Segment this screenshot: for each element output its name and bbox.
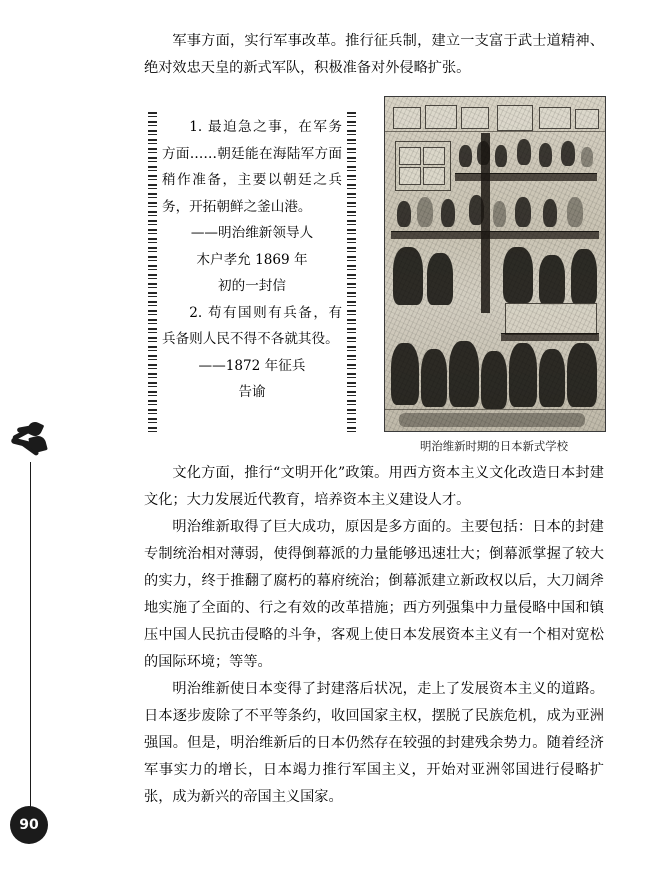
body-text	[144, 460, 604, 811]
figure-caption: 明治维新时期的日本新式学校	[419, 439, 569, 453]
figure	[384, 96, 604, 454]
body-paragraph-2: 明治维新取得了巨大成功，原因是多方面的。主要包括：日本的封建专制统治相对薄弱，使得倒幕派的力量能够迅速壮大；倒幕派掌握了较大的实力，终于推翻了腐朽的幕府统治；倒幕派建立新政权以后，大刀阔斧地实施了全面的、行之有效的改革措施；西方列强集中力量侵略中国和镇压中国人民抗击侵略的斗争，客观上使日本发展资本主义有一个相对宽松的国际环境；等等。	[144, 519, 604, 670]
quote-source-2-line-1: ——1872 年征兵	[198, 357, 306, 374]
quote-border-right-icon	[347, 112, 356, 432]
quote-box	[148, 112, 356, 432]
quote-item-2: 2. 苟有国则有兵备，有兵备则人民不得不各就其役。	[162, 304, 342, 347]
figure-image	[384, 96, 606, 432]
side-rule-divider	[30, 462, 31, 824]
quote-border-left-icon	[148, 112, 157, 432]
body-paragraph-1: 文化方面，推行“文明开化”政策。用西方资本主义文化改造日本封建文化；大力发展近代教育，培养资本主义建设人才。	[144, 465, 604, 508]
quote-source-1-line-3: 初的一封信	[218, 278, 286, 294]
quote-source-1-line-2: 木户孝允 1869 年	[196, 251, 308, 268]
leaf-ornament-icon	[8, 418, 54, 464]
quote-item-1: 1. 最迫急之事，在军务方面……朝廷能在海陆军方面稍作准备，主要以朝廷之兵务，开拓朝鲜之釜山港。	[162, 119, 342, 215]
page-number: 90	[10, 806, 48, 844]
quote-source-2-line-2: 告谕	[238, 384, 266, 400]
body-paragraph-3: 明治维新使日本变得了封建落后状况，走上了发展资本主义的道路。日本逐步废除了不平等条约，收回国家主权，摆脱了民族危机，成为亚洲强国。但是，明治维新后的日本仍然存在较强的封建残余势力。随着经济军事实力的增长，日本竭力推行军国主义，开始对亚洲邻国进行侵略扩张，成为新兴的帝国主义国家。	[144, 681, 604, 805]
quote-content	[162, 114, 342, 406]
top-paragraph: 军事方面，实行军事改革。推行征兵制，建立一支富于武士道精神、绝对效忠天皇的新式军队，积极准备对外侵略扩张。	[144, 33, 604, 76]
quote-source-1-line-1: ——明治维新领导人	[190, 225, 314, 241]
